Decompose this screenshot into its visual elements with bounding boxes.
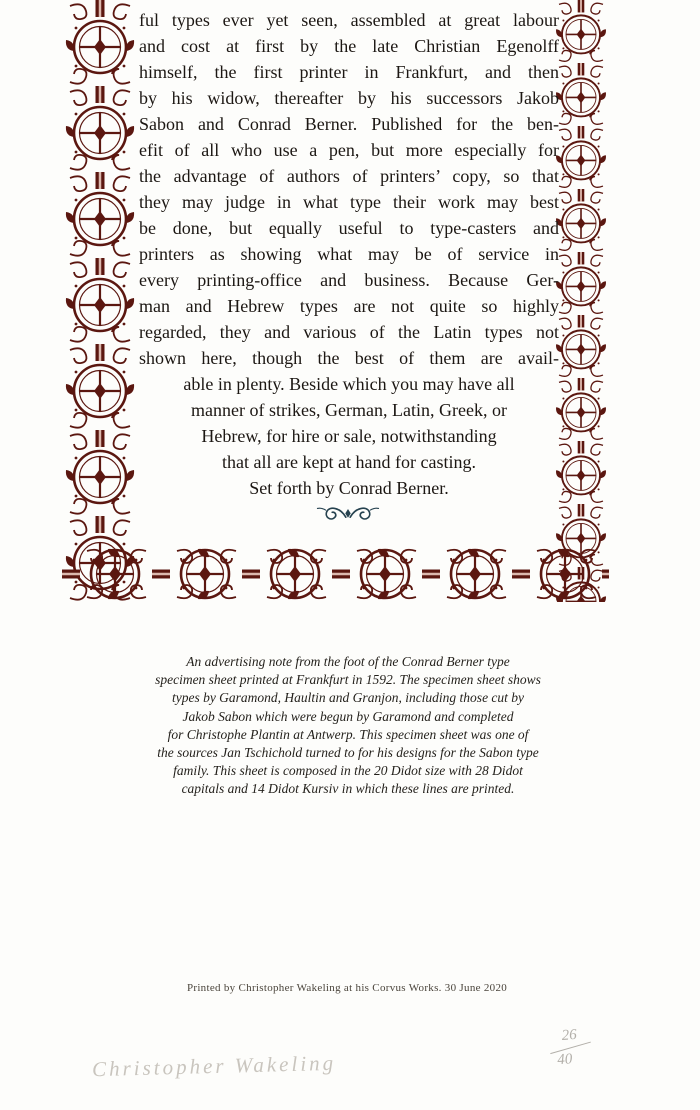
border-ornament-tile [512,546,602,602]
edition-number [546,1028,605,1080]
border-ornament-tile [553,0,609,63]
text-line: himself, the first printer in Frankfurt, and then [139,62,559,82]
note-line: Jakob Sabon which were begun by Garamond and completed [182,708,514,724]
note-line: for Christophe Plantin at Antwerp. This specimen sheet was one of [167,726,529,742]
border-ornament-tile [602,546,609,602]
text-line: able in plenty. Beside which you may have all [183,374,515,394]
note-line: capitals and 14 Didot Kursiv in which these lines are printed. [181,781,515,797]
border-ornament-tile [62,546,152,602]
ornamental-border-left [62,0,138,602]
border-ornament-tile [152,546,242,602]
border-ornament-tile [553,126,609,189]
text-line: manner of strikes, German, Latin, Greek, or [191,400,507,420]
border-ornament-tile [62,172,138,258]
ornamental-border-bottom [62,546,609,602]
border-ornament-tile [62,430,138,516]
border-ornament-tile [553,252,609,315]
note-line: types by Garamond, Haultin and Granjon, including those cut by [171,690,525,706]
border-ornament-tile [62,344,138,430]
border-ornament-tile [553,63,609,126]
text-line: every printing-office and business. Because Ger- [139,270,559,290]
note-line: the sources Jan Tschichold turned to for his designs for the Sabon type [157,745,539,761]
border-ornament-tile [62,258,138,344]
border-ornament-tile [553,378,609,441]
ornamental-border-right [553,0,609,602]
border-ornament-tile [62,86,138,172]
text-line: ful types ever yet seen, assembled at great labour [139,10,559,30]
text-line: the advantage of authors of printers’ copy, so that [139,166,559,186]
text-line: be done, but equally useful to type-casters and [139,218,559,238]
colophon-line: Printed by Christopher Wakeling at his Corvus Works. 30 June 2020 [186,982,508,994]
text-line: printers as showing what may be of service in [139,244,559,264]
scroll-fleuron-icon [315,503,381,527]
text-line: Hebrew, for hire or sale, notwithstanding [201,426,497,446]
annotation-note [118,653,578,799]
border-ornament-tile [553,315,609,378]
border-ornament-tile [553,189,609,252]
border-ornament-tile [242,546,332,602]
text-line: man and Hebrew types are not quite so highly [139,296,559,316]
edition-numerator: 26 [561,1026,578,1044]
specimen-text-block [139,7,559,501]
text-line: Set forth by Conrad Berner. [249,478,449,498]
text-line: they may judge in what type their work may best [139,192,559,212]
note-line: family. This sheet is composed in the 20 Didot size with 28 Didot [173,763,523,779]
border-ornament-tile [553,441,609,504]
note-line: An advertising note from the foot of the Conrad Berner type [186,654,510,669]
border-ornament-tile [422,546,512,602]
text-line: shown here, though the best of them are avail- [139,348,559,368]
text-line: that all are kept at hand for casting. [222,452,476,472]
text-line: and cost at first by the late Christian Egenolff [139,36,559,56]
artist-signature: Christopher Wakeling [91,1050,337,1082]
note-line: specimen sheet printed at Frankfurt in 1592. The specimen sheet shows [155,672,541,688]
text-line: by his widow, thereafter by his successors Jakob [139,88,559,108]
text-line: efit of all who use a pen, but more especially for [139,140,559,160]
fleuron-ornament-icon [314,503,382,527]
border-ornament-tile [62,0,138,86]
edition-denominator: 40 [556,1051,573,1069]
border-ornament-tile [332,546,422,602]
text-line: Sabon and Conrad Berner. Published for the ben- [139,114,559,134]
text-line: regarded, they and various of the Latin types not [139,322,559,342]
